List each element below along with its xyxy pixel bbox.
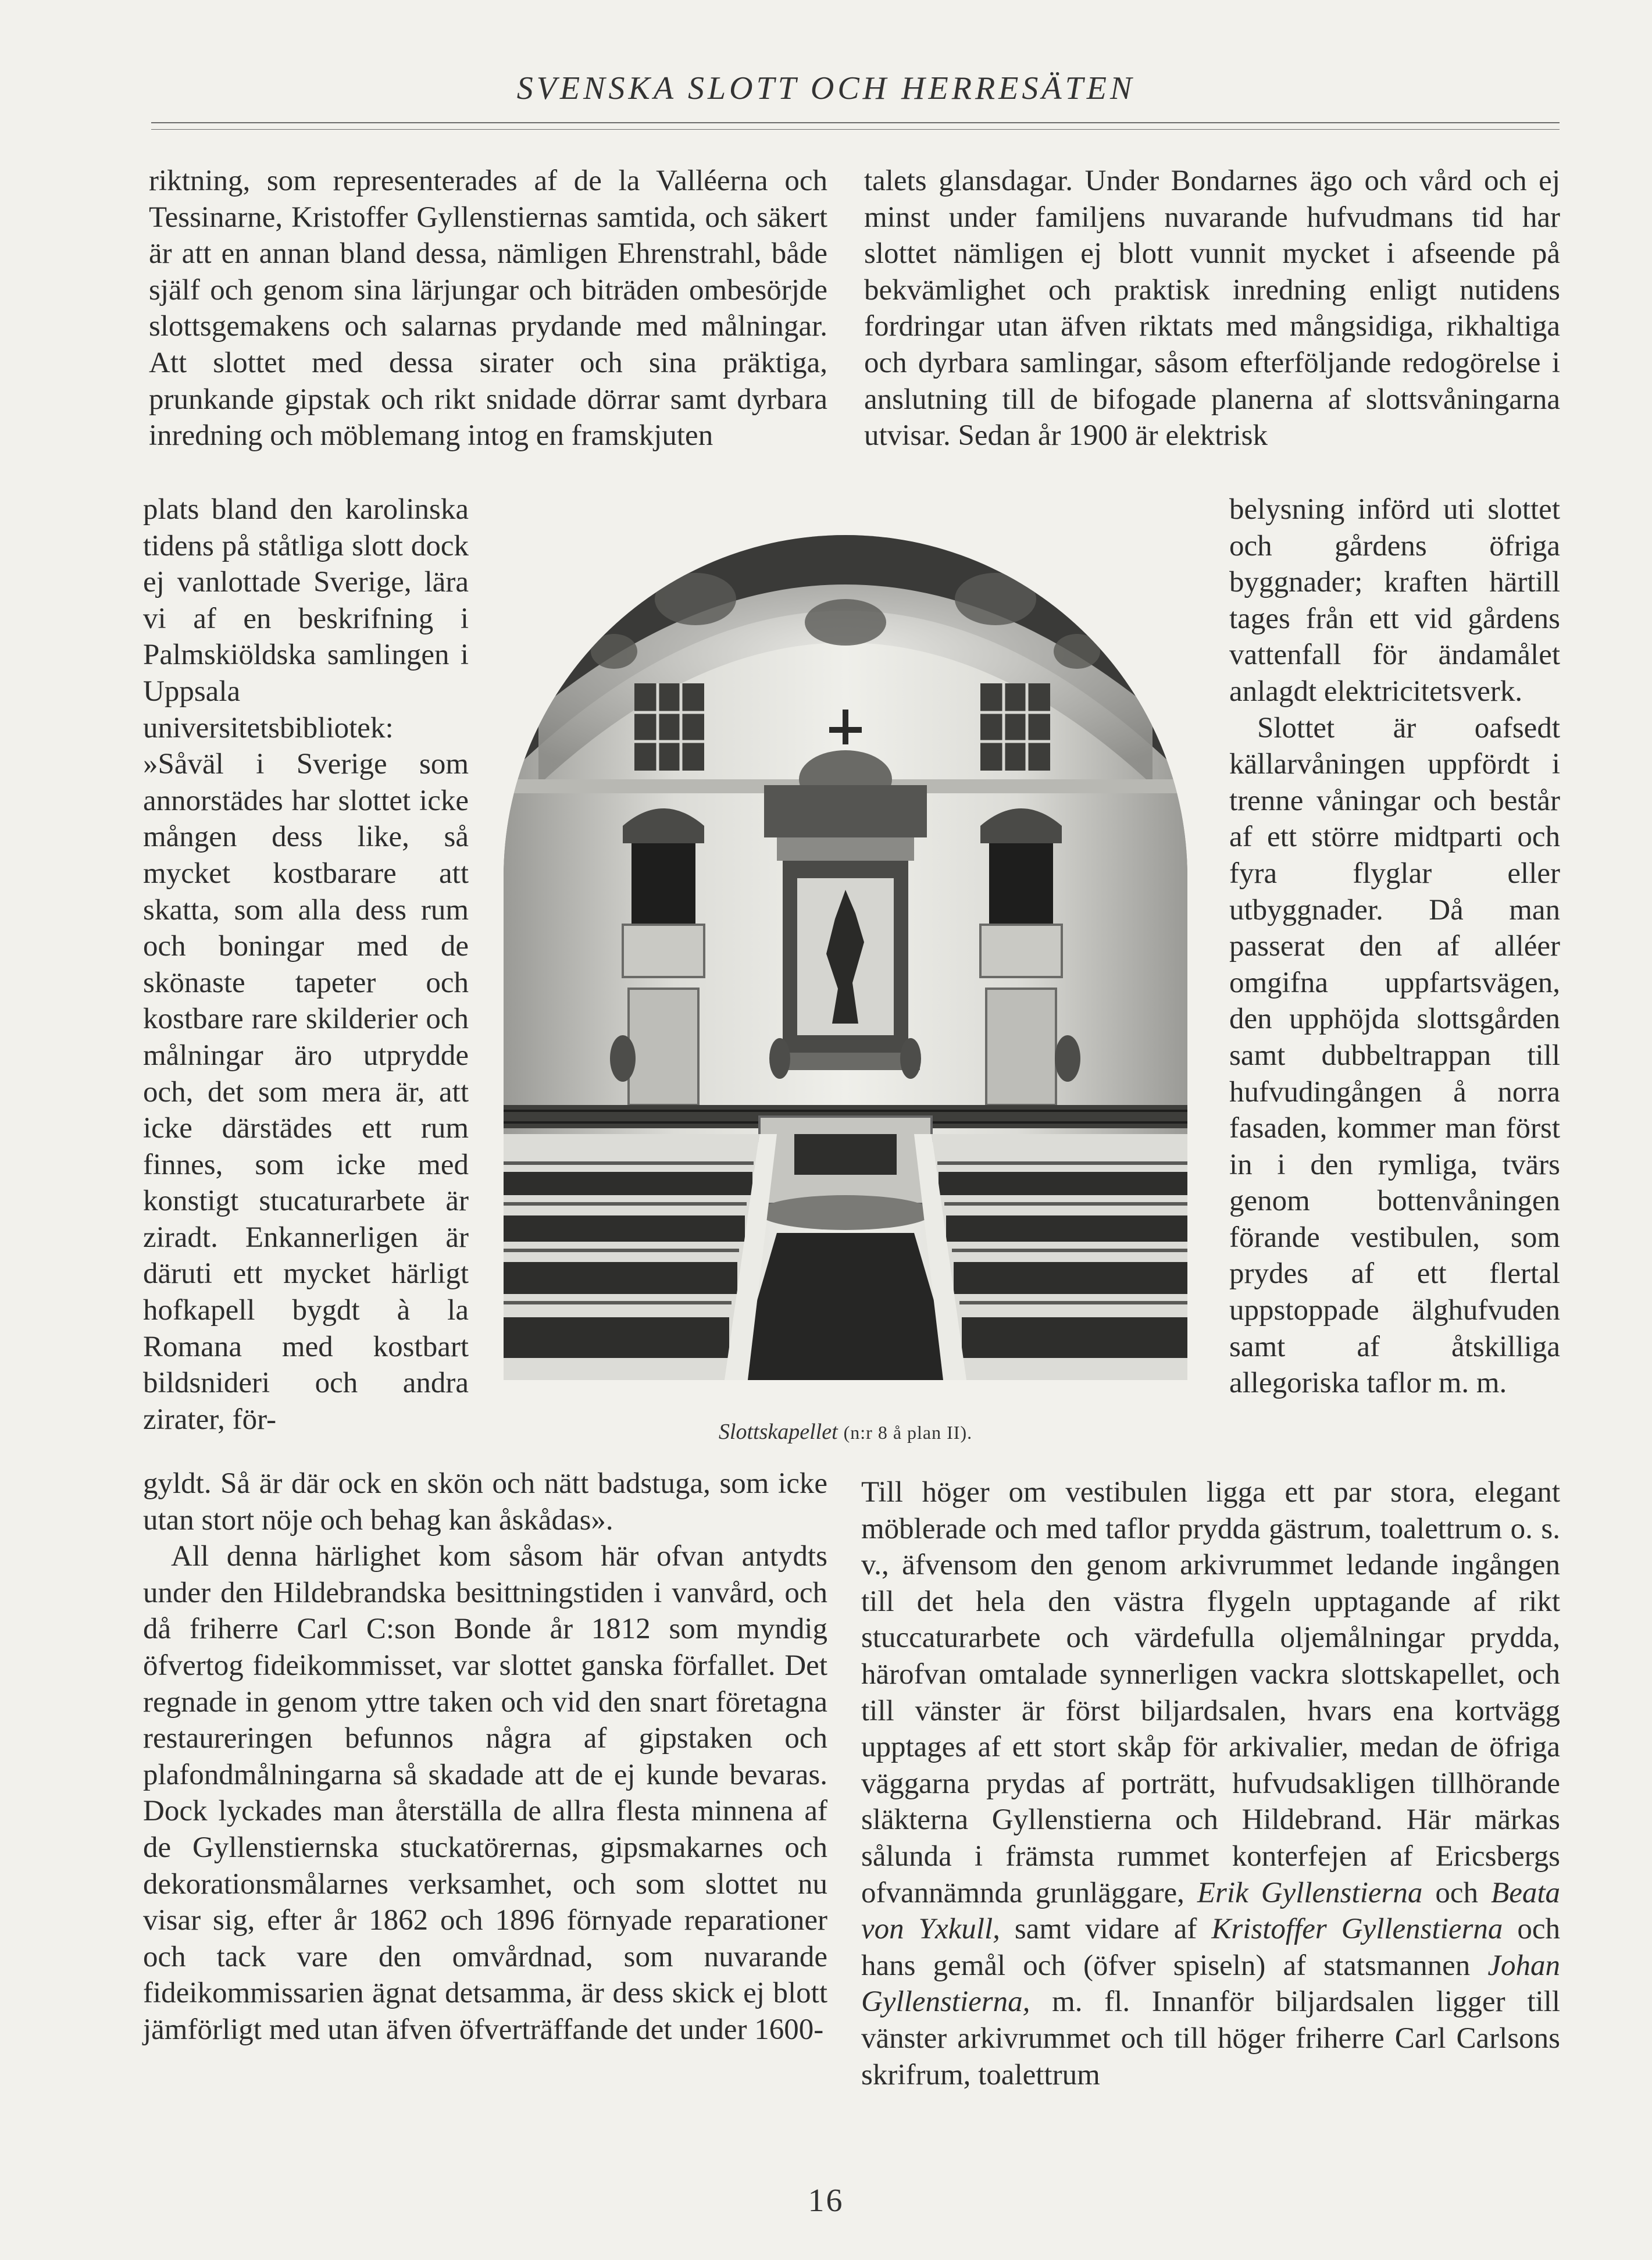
header-rule: [151, 122, 1560, 123]
right-column-top-text: [864, 163, 1560, 454]
right-column-narrow-text: [1229, 491, 1560, 1402]
figure-caption: [504, 1419, 1187, 1445]
paragraph: belysning införd uti slottet och gårdens öfriga byggnader; kraften härtill tages från ett vid gårdens vattenfall för ändamålet anlagdt elektricitetsverk.: [1229, 493, 1560, 708]
person-name: Johan Gyllenstierna,: [861, 1949, 1560, 2019]
right-column-bottom-text: [861, 1474, 1560, 2093]
paragraph: riktning, som representerades af de la Valléerna och Tessinarne, Kristoffer Gyllenstiernas samtida, och säkert är att en annan bland dessa, nämligen Ehrenstrahl, både själf och genom sina lärjungar och biträden ombesörjde slottsgemakens och salarnas prydande med målningar. Att slottet med dessa sirater och sina präktiga, prunkande gipstak och rikt snidade dörrar samt dyrbara inredning och möblemang intog en framskjuten: [149, 165, 827, 452]
header-rule-thin: [151, 129, 1560, 130]
left-column-narrow-text: [143, 491, 469, 1438]
paragraph: talets glansdagar. Under Bondarnes ägo och vård och ej minst under familjens nuvarande hufvudmans tid har slottet nämligen ej blott vunnit mycket i afseende på bekvämlighet och praktisk inredning enligt nutidens fordringar utan äfven riktats med mångsidiga, rikhaltiga och dyrbara samlingar, såsom efterföljande redogörelse i anslutning till de bifogade planerna af slottsvåningarna utvisar. Sedan år 1900 är elektrisk: [864, 165, 1560, 452]
paragraph: All denna härlighet kom såsom här ofvan antydts under den Hildebrandska besittningstiden i vanvård, och då friherre Carl C:son Bonde år 1812 som myndig öfvertog fideikommisset, var slottet ganska förfallet. Det regnade in genom yttre taken och vid den snart företagna restaureringen befunnos några af gipstaken och plafondmålningarna så skadade att de ej kunde bevaras. Dock lyckades man återställa de allra flesta minnena af de Gyllenstiernska stuckatörernas, gipsmakarnes och dekorationsmålarnes verksamhet, och som slottet nu visar sig, efter år 1862 och 1896 förnyade reparationer och tack vare den omvårdnad, som nuvarande fideikommissarien ägnat detsamma, är dess skick ej blott jämförligt med utan äfven öfverträffande det under 1600-: [143, 1540, 827, 2046]
paragraph: gyldt. Så är där ock en skön och nätt badstuga, som icke utan stort nöje och behag kan åskådas».: [143, 1467, 827, 1537]
left-column-top-text: [149, 163, 827, 454]
caption-title: Slottskapellet: [718, 1420, 838, 1444]
paragraph: Till höger om vestibulen ligga ett par stora, elegant möblerade och med taflor prydda gästrum, toalettrum o. s. v., äfvensom den genom arkivrummet ledande ingången till det hela den västra flygeln upptagande af rikt stuccaturarbete och värdefulla oljemålningar prydda, härofvan omtalade synnerligen vackra slottskapellet, och till vänster är först biljardsalen, hvars ena kortvägg upptages af ett stort skåp för arkivalier, medan de öfriga väggarna prydas af porträtt, hufvudsakligen tillhörande släkterna Gyllenstierna och Hildebrand. Här märkas sålunda i främsta rummet konterfejen af Ericsbergs ofvannämnda grunläggare, Erik Gyllenstierna och Beata von Yxkull, samt vidare af Kristoffer Gyllenstierna och hans gemål och (öfver spiseln) af statsmannen Johan Gyllenstierna, m. fl. Innanför biljardsalen ligger till vänster arkivrummet och till höger friherre Carl Carlsons skrifrum, toalettrum: [861, 1476, 1561, 2091]
paragraph: plats bland den karolinska tidens på ståtliga slott dock ej vanlottade Sverige, lära vi af en beskrifning i Palmskiöldska samlingen i Uppsala universitetsbibliotek: »Såväl i Sverige som annorstädes har slottet icke mången dess like, så mycket kostbarare att skatta, som alla dess rum och boningar med de skönaste tapeter och kostbare rare skilderier och målningar äro utprydde och, det som mera är, att icke därstädes ett rum finnes, som icke med konstigt stucaturarbete är ziradt. Enkannerligen är däruti ett mycket härligt hofkapell bygdt à la Romana med kostbart bildsnideri och andra zirater, för-: [143, 493, 469, 1436]
left-column-bottom-text: [143, 1466, 827, 2048]
chapel-photograph: [504, 535, 1187, 1380]
person-name: Kristoffer Gyllenstierna: [1211, 1913, 1503, 1946]
person-name: Beata von Yxkull,: [861, 1876, 1561, 1946]
running-head: SVENSKA SLOTT OCH HERRESÄTEN: [516, 70, 1136, 106]
paragraph: Slottet är oafsedt källarvåningen uppfördt i trenne våningar och består af ett större midtparti och fyra flyglar eller utbyggnader. Då man passerat den af alléer omgifna uppfartsvägen, den upphöjda slottsgården samt dubbeltrappan till hufvudingången å norra fasaden, kommer man först in i den rymliga, tvärs genom bottenvåningen förande vestibulen, som prydes af ett flertal uppstoppade älghufvuden samt af åtskilliga allegoriska taflor m. m.: [1229, 711, 1560, 1400]
person-name: Erik Gyllenstierna: [1197, 1876, 1423, 1909]
caption-reference: (n:r 8 å plan II).: [843, 1422, 973, 1443]
page-number: 16: [808, 2183, 844, 2219]
